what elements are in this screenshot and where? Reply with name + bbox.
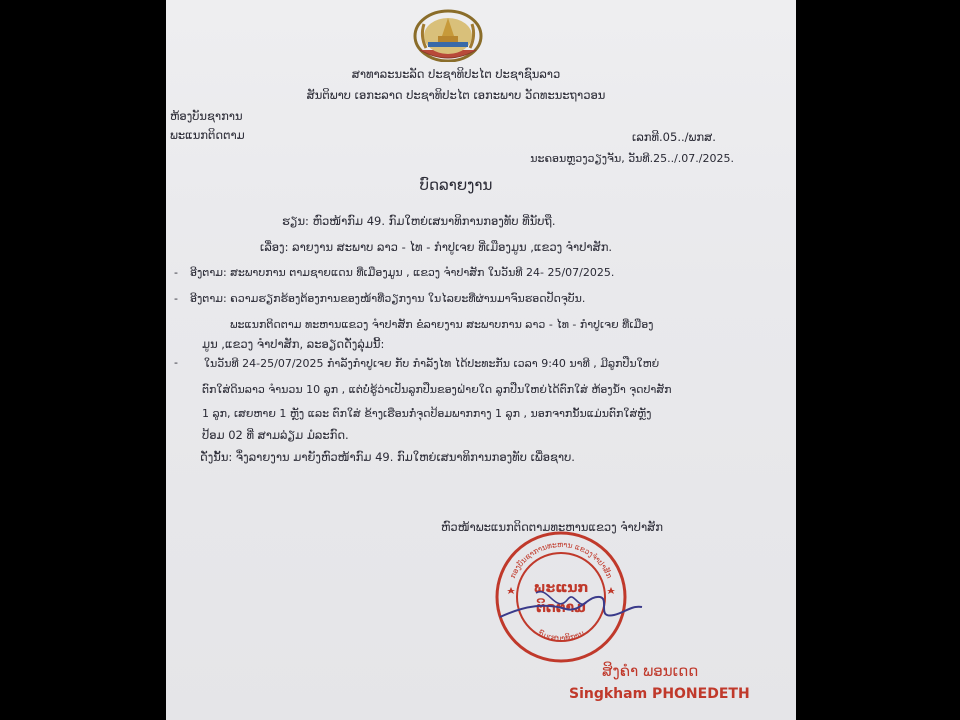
stamp-ring-text: ກອງບັນຊາການທະຫານ ແຂວງຈຳປາສັກ — [507, 539, 615, 580]
list-dash: - — [174, 266, 178, 279]
intro-line-1: ພະແນກຕິດຕາມ ທະຫານແຂວງ ຈຳປາສັກ ຂໍລາຍງານ ສະພາບການ ລາວ - ໄທ - ກຳປູເຈຍ ທີ່ເມືອງ — [230, 318, 654, 331]
stamp-center-bottom: ຕິດຕາມ — [536, 600, 586, 616]
to-line: ຮຽນ: ຫົວໜ້າກົມ 49. ກົມໃຫຍ່ເສນາທິການກອງທັບ ທີ່ນັບຖື. — [282, 214, 556, 228]
document-number: ເລກທີ.05../ພກສ. — [632, 130, 716, 144]
document-page — [166, 0, 796, 720]
handwritten-signature-icon — [496, 575, 646, 635]
national-emblem-icon — [412, 6, 484, 62]
event-line-4: ປ້ອມ 02 ທີ່ ສາມລ່ຽມ ມໍລະກົດ. — [202, 428, 349, 442]
office-line-1: ຫ້ອງບັນຊາການ — [170, 109, 243, 123]
national-line-1: ສາທາລະນະລັດ ປະຊາທິປະໄຕ ປະຊາຊົນລາວ — [351, 67, 561, 81]
signer-position: ຫົວໜ້າພະແນກຕິດຕາມທະຫານແຂວງ ຈຳປາສັກ — [441, 520, 663, 534]
closing-line: ດັ່ງນັ້ນ: ຈຶ່ງລາຍງານ ມາຍັງຫົວໜ້າກົມ 49. ກົມໃຫຍ່ເສນາທິການກອງທັບ ເພື່ອຊາບ. — [200, 450, 575, 464]
list-dash: - — [174, 292, 178, 305]
event-line-3: 1 ລູກ, ເສຍຫາຍ 1 ຫຼັງ ແລະ ຕົກໃສ່ ຂ້າງເຮືອນກໍ່ຈຸດປ້ອມພາກກາງ 1 ລູກ , ນອກຈາກນັ້ນແມ່ນຕົກໃສ່ຫຼັງ — [202, 407, 652, 420]
reference-1: ອີງຕາມ: ສະພາບການ ຕາມຊາຍແດນ ທີ່ເມືອງມູນ , ແຂວງ ຈຳປາສັກ ໃນວັນທີ 24- 25/07/2025. — [190, 266, 615, 279]
stamp-center-top: ພະແນກ — [533, 580, 589, 596]
event-line-2: ຕົກໃສ່ດິນລາວ ຈຳນວນ 10 ລູກ , ແຕ່ບໍ່ຮູ້ວ່າເປັນລູກປືນຂອງຝ່າຍໃດ ລູກປືນໃຫຍ່ໄດ້ຕົກໃສ່ ຫ້ອງນໍ້າ ຈຸດປາສັກ — [202, 383, 672, 396]
signer-name-lao: ສິງຄຳ ພອນເດດ — [602, 662, 699, 680]
intro-line-2: ມູນ ,ແຂວງ ຈຳປາສັກ, ລະອຽດດັ່ງລຸ່ມນີ້: — [202, 337, 385, 351]
reference-2: ອີງຕາມ: ຄວາມຮຽກຮ້ອງຕ້ອງການຂອງໜ້າທີ່ວຽກງານ ໃນໄລຍະທີ່ຜ່ານມາຈົນຮອດປັດຈຸບັນ. — [190, 292, 586, 305]
office-line-2: ພະແນກຕິດຕາມ — [170, 128, 245, 142]
document-title: ບົດລາຍງານ — [419, 176, 493, 194]
stamp-ring-text-bottom: ກົມເສນາທິການ — [536, 628, 586, 644]
event-line-1: ໃນວັນທີ 24-25/07/2025 ກຳລັງກຳປູເຈຍ ກັບ ກຳລັງໄທ ໄດ້ປະທະກັນ ເວລາ 9:40 ນາທີ , ມີລູກປືນໃຫຍ່ — [204, 357, 660, 370]
national-line-2: ສັນຕິພາບ ເອກະລາດ ປະຊາທິປະໄຕ ເອກະພາບ ວັດທະນະຖາວອນ — [306, 88, 606, 102]
document-date: ນະຄອນຫຼວງວຽງຈັນ, ວັນທີ.25../.07./2025. — [530, 152, 734, 165]
list-dash: - — [174, 356, 178, 369]
subject-line: ເລື່ອງ: ລາຍງານ ສະພາບ ລາວ - ໄທ - ກຳປູເຈຍ ທີ່ເມືອງມູນ ,ແຂວງ ຈຳປາສັກ. — [260, 240, 613, 254]
signer-name-latin: Singkham PHONEDETH — [569, 686, 750, 702]
